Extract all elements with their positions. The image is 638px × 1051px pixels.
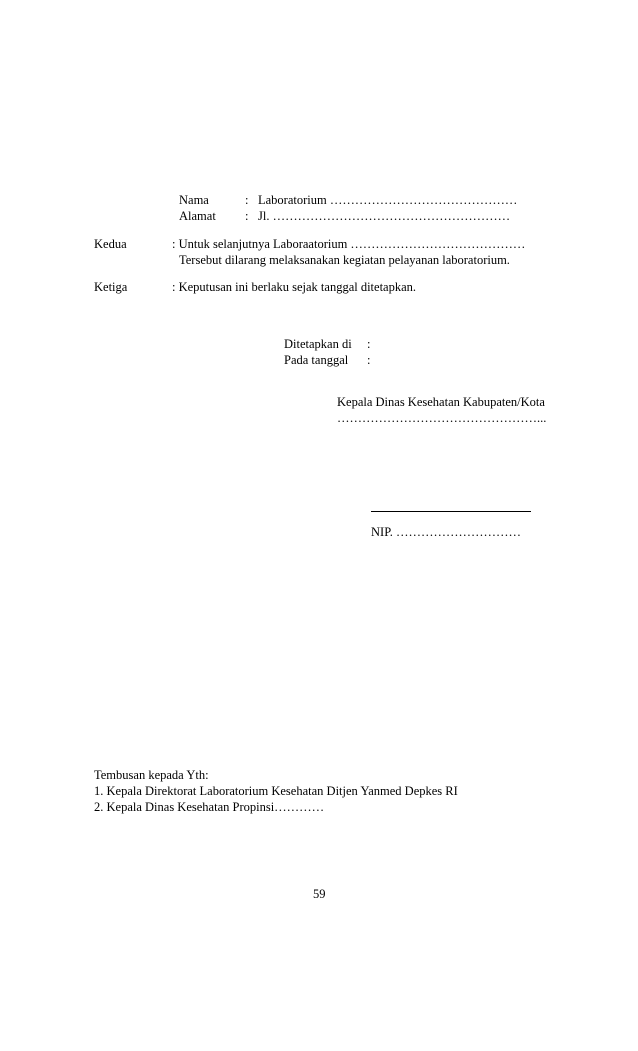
alamat-label: Alamat <box>179 209 216 223</box>
signatory-name-dots: …………………………………………... <box>337 411 547 425</box>
tembusan-heading: Tembusan kepada Yth: <box>94 768 209 782</box>
nama-value: Laboratorium ……………………………………… <box>258 193 518 207</box>
pada-tanggal-label: Pada tanggal <box>284 353 349 367</box>
alamat-colon: : <box>245 209 249 223</box>
signature-line <box>371 511 531 512</box>
tembusan-item-2: 2. Kepala Dinas Kesehatan Propinsi………… <box>94 800 325 814</box>
kedua-line-1: : Untuk selanjutnya Laboraatorium …………………………………… <box>172 237 526 251</box>
ketiga-text: : Keputusan ini berlaku sejak tanggal ditetapkan. <box>172 280 417 294</box>
page-number: 59 <box>313 887 326 901</box>
alamat-value: Jl. ………………………………………………… <box>258 209 511 223</box>
ditetapkan-di-label: Ditetapkan di <box>284 337 352 351</box>
kedua-label: Kedua <box>94 237 127 251</box>
signatory-title: Kepala Dinas Kesehatan Kabupaten/Kota <box>337 395 545 409</box>
kedua-line-2: Tersebut dilarang melaksanakan kegiatan pelayanan laboratorium. <box>179 253 510 267</box>
ketiga-label: Ketiga <box>94 280 128 294</box>
tembusan-item-1: 1. Kepala Direktorat Laboratorium Kesehatan Ditjen Yanmed Depkes RI <box>94 784 458 798</box>
nama-label: Nama <box>179 193 209 207</box>
ditetapkan-di-colon: : <box>367 337 371 351</box>
nip-line: NIP. ………………………… <box>371 525 522 539</box>
pada-tanggal-colon: : <box>367 353 371 367</box>
nama-colon: : <box>245 193 249 207</box>
